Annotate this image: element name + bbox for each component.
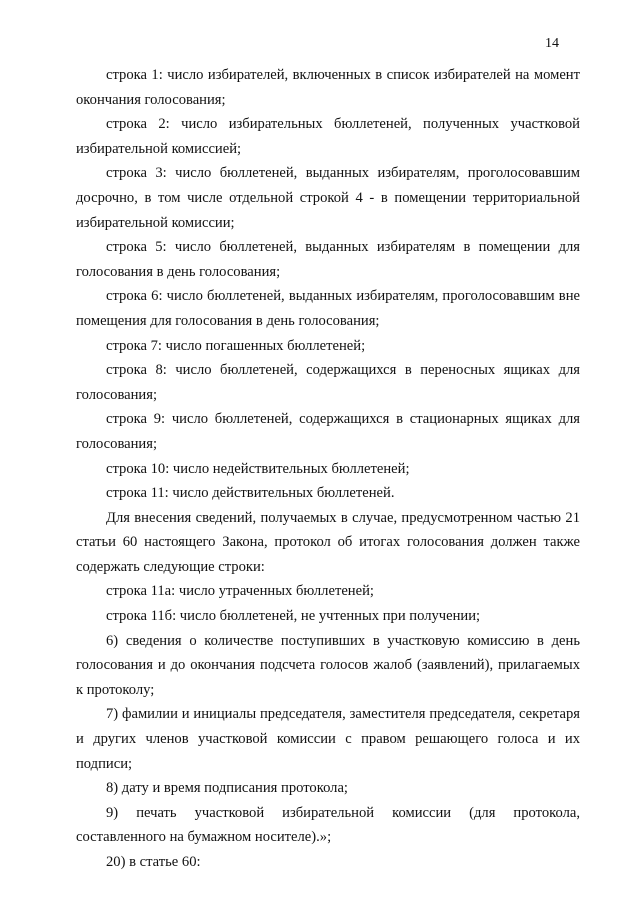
page-number: 14 xyxy=(545,36,559,51)
paragraph-item-9: 9) печать участковой избирательной комиссии (для протокола, составленного на бумажном носителе).»; xyxy=(76,804,580,846)
paragraph-item-7: 7) фамилии и инициалы председателя, заместителя председателя, секретаря и других членов участковой комиссии с правом решающего голоса и их подписи; xyxy=(76,706,580,772)
paragraph-row-10: строка 10: число недействительных бюллетеней; xyxy=(106,460,410,477)
paragraph-row-8: строка 8: число бюллетеней, содержащихся в переносных ящиках для голосования; xyxy=(76,362,580,403)
paragraph-row-7: строка 7: число погашенных бюллетеней; xyxy=(106,337,366,354)
paragraph-row-6: строка 6: число бюллетеней, выданных избирателям, проголосовавшим вне помещения для голосования в день голосования; xyxy=(76,288,580,329)
paragraph-item-6: 6) сведения о количестве поступивших в участковую комиссию в день голосования и до окончания подсчета голосов жалоб (заявлений), прилагаемых к протоколу; xyxy=(76,632,580,698)
paragraph-row-2: строка 2: число избирательных бюллетеней, полученных участковой избирательной комиссией; xyxy=(76,116,580,157)
paragraph-row-3-4: строка 3: число бюллетеней, выданных избирателям, проголосовавшим досрочно, в том числе отдельной строкой 4 - в помещении территориальной избирательной комиссии; xyxy=(76,165,580,231)
paragraph-row-11a: строка 11а: число утраченных бюллетеней; xyxy=(106,583,374,600)
paragraph-additional-rows-intro: Для внесения сведений, получаемых в случае, предусмотренном частью 21 статьи 60 настоящего Закона, протокол об итогах голосования должен также содержать следующие строки: xyxy=(76,509,580,575)
paragraph-row-11b: строка 11б: число бюллетеней, не учтенных при получении; xyxy=(106,608,481,625)
paragraph-item-20: 20) в статье 60: xyxy=(106,854,201,870)
paragraph-row-5: строка 5: число бюллетеней, выданных избирателям в помещении для голосования в день голосования; xyxy=(76,239,580,280)
paragraph-row-1: строка 1: число избирателей, включенных в список избирателей на момент окончания голосования; xyxy=(76,67,580,108)
paragraph-row-9: строка 9: число бюллетеней, содержащихся в стационарных ящиках для голосования; xyxy=(76,411,580,452)
paragraph-item-8: 8) дату и время подписания протокола; xyxy=(106,780,348,797)
document-body xyxy=(76,63,580,875)
paragraph-row-11: строка 11: число действительных бюллетеней. xyxy=(106,485,395,502)
